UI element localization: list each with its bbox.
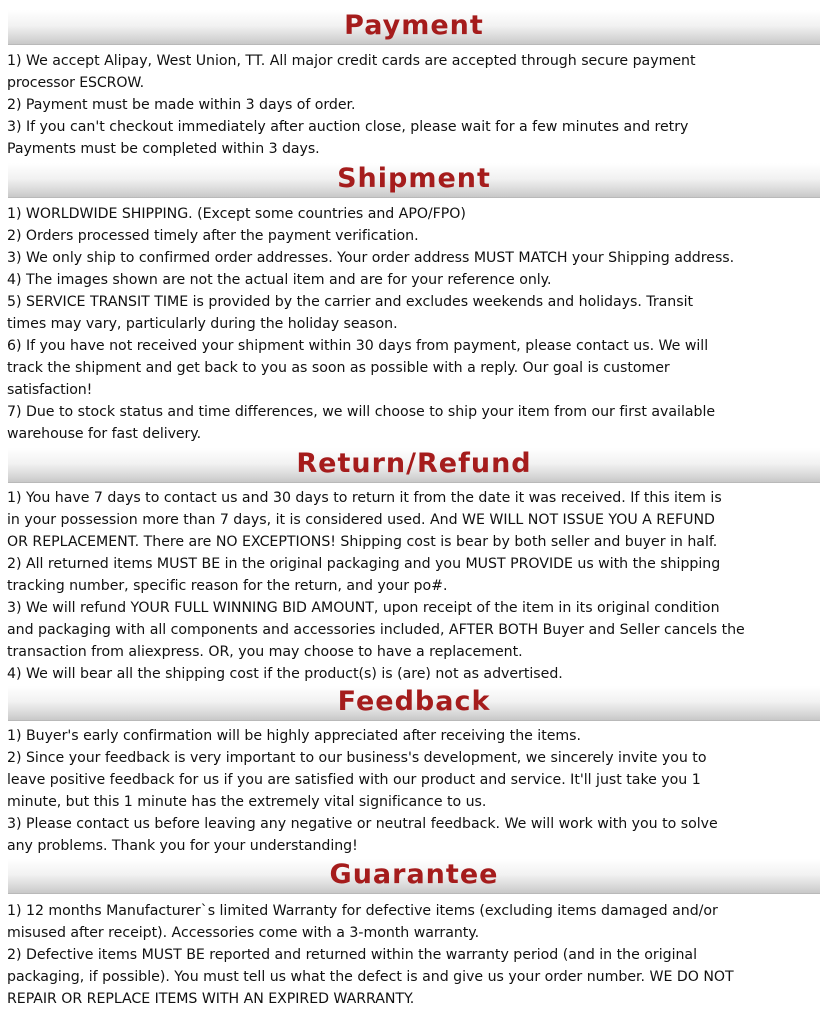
text-line: 3) We will refund YOUR FULL WINNING BID AMOUNT, upon receipt of the item in its original condition <box>7 600 720 616</box>
text-line: packaging, if possible). You must tell us what the defect is and give us your order number. WE DO NOT <box>7 969 734 985</box>
payment-banner <box>8 10 820 45</box>
payment-heading: Payment <box>344 10 484 41</box>
text-line: 2) All returned items MUST BE in the original packaging and you MUST PROVIDE us with the shipping <box>7 556 721 572</box>
text-line: 2) Defective items MUST BE reported and returned within the warranty period (and in the original <box>7 947 697 963</box>
text-line: 2) Orders processed timely after the payment verification. <box>7 228 419 244</box>
text-line: processor ESCROW. <box>7 75 145 91</box>
text-line: satisfaction! <box>7 382 93 398</box>
feedback-text <box>7 725 829 857</box>
text-line: misused after receipt). Accessories come with a 3-month warranty. <box>7 925 480 941</box>
text-line: tracking number, specific reason for the return, and your po#. <box>7 578 448 594</box>
text-line: 1) You have 7 days to contact us and 30 days to return it from the date it was received. If this item is <box>7 490 722 506</box>
text-line: warehouse for fast delivery. <box>7 426 201 442</box>
text-line: REPAIR OR REPLACE ITEMS WITH AN EXPIRED WARRANTY. <box>7 991 415 1007</box>
guarantee-text <box>7 900 829 1010</box>
text-line: 1) We accept Alipay, West Union, TT. All major credit cards are accepted through secure payment <box>7 53 696 69</box>
guarantee-heading: Guarantee <box>329 859 499 890</box>
text-line: 2) Since your feedback is very important to our business's development, we sincerely invite you to <box>7 750 707 766</box>
text-line: track the shipment and get back to you as soon as possible with a reply. Our goal is customer <box>7 360 670 376</box>
text-line: leave positive feedback for us if you are satisfied with our product and service. It'll just take you 1 <box>7 772 701 788</box>
text-line: 2) Payment must be made within 3 days of order. <box>7 97 356 113</box>
text-line: 1) 12 months Manufacturer`s limited Warranty for defective items (excluding items damaged and/or <box>7 903 718 919</box>
text-line: 1) Buyer's early confirmation will be highly appreciated after receiving the items. <box>7 728 582 744</box>
return-refund-heading: Return/Refund <box>296 448 532 479</box>
text-line: 6) If you have not received your shipment within 30 days from payment, please contact us. We will <box>7 338 709 354</box>
text-line: 1) WORLDWIDE SHIPPING. (Except some countries and APO/FPO) <box>7 206 466 222</box>
text-line: transaction from aliexpress. OR, you may choose to have a replacement. <box>7 644 523 660</box>
text-line: Payments must be completed within 3 days. <box>7 141 320 157</box>
text-line: times may vary, particularly during the holiday season. <box>7 316 398 332</box>
text-line: and packaging with all components and accessories included, AFTER BOTH Buyer and Seller cancels the <box>7 622 745 638</box>
return-refund-text <box>7 487 829 685</box>
text-line: 4) The images shown are not the actual item and are for your reference only. <box>7 272 552 288</box>
text-line: OR REPLACEMENT. There are NO EXCEPTIONS! Shipping cost is bear by both seller and buyer in half. <box>7 534 718 550</box>
text-line: in your possession more than 7 days, it is considered used. And WE WILL NOT ISSUE YOU A REFUND <box>7 512 715 528</box>
shipment-banner <box>8 163 820 198</box>
guarantee-banner <box>8 859 820 894</box>
text-line: 5) SERVICE TRANSIT TIME is provided by the carrier and excludes weekends and holidays. Transit <box>7 294 694 310</box>
feedback-heading: Feedback <box>337 686 491 717</box>
feedback-banner <box>8 686 820 721</box>
text-line: any problems. Thank you for your understanding! <box>7 838 358 854</box>
text-line: 3) If you can't checkout immediately after auction close, please wait for a few minutes and retry <box>7 119 689 135</box>
payment-text <box>7 50 829 160</box>
text-line: 3) Please contact us before leaving any negative or neutral feedback. We will work with you to solve <box>7 816 718 832</box>
text-line: 7) Due to stock status and time differences, we will choose to ship your item from our first available <box>7 404 716 420</box>
shipment-text <box>7 203 829 445</box>
return-refund-banner <box>8 448 820 483</box>
text-line: 4) We will bear all the shipping cost if the product(s) is (are) not as advertised. <box>7 666 563 682</box>
text-line: 3) We only ship to confirmed order addresses. Your order address MUST MATCH your Shipping address. <box>7 250 735 266</box>
shipment-heading: Shipment <box>337 163 491 194</box>
text-line: minute, but this 1 minute has the extremely vital significance to us. <box>7 794 487 810</box>
